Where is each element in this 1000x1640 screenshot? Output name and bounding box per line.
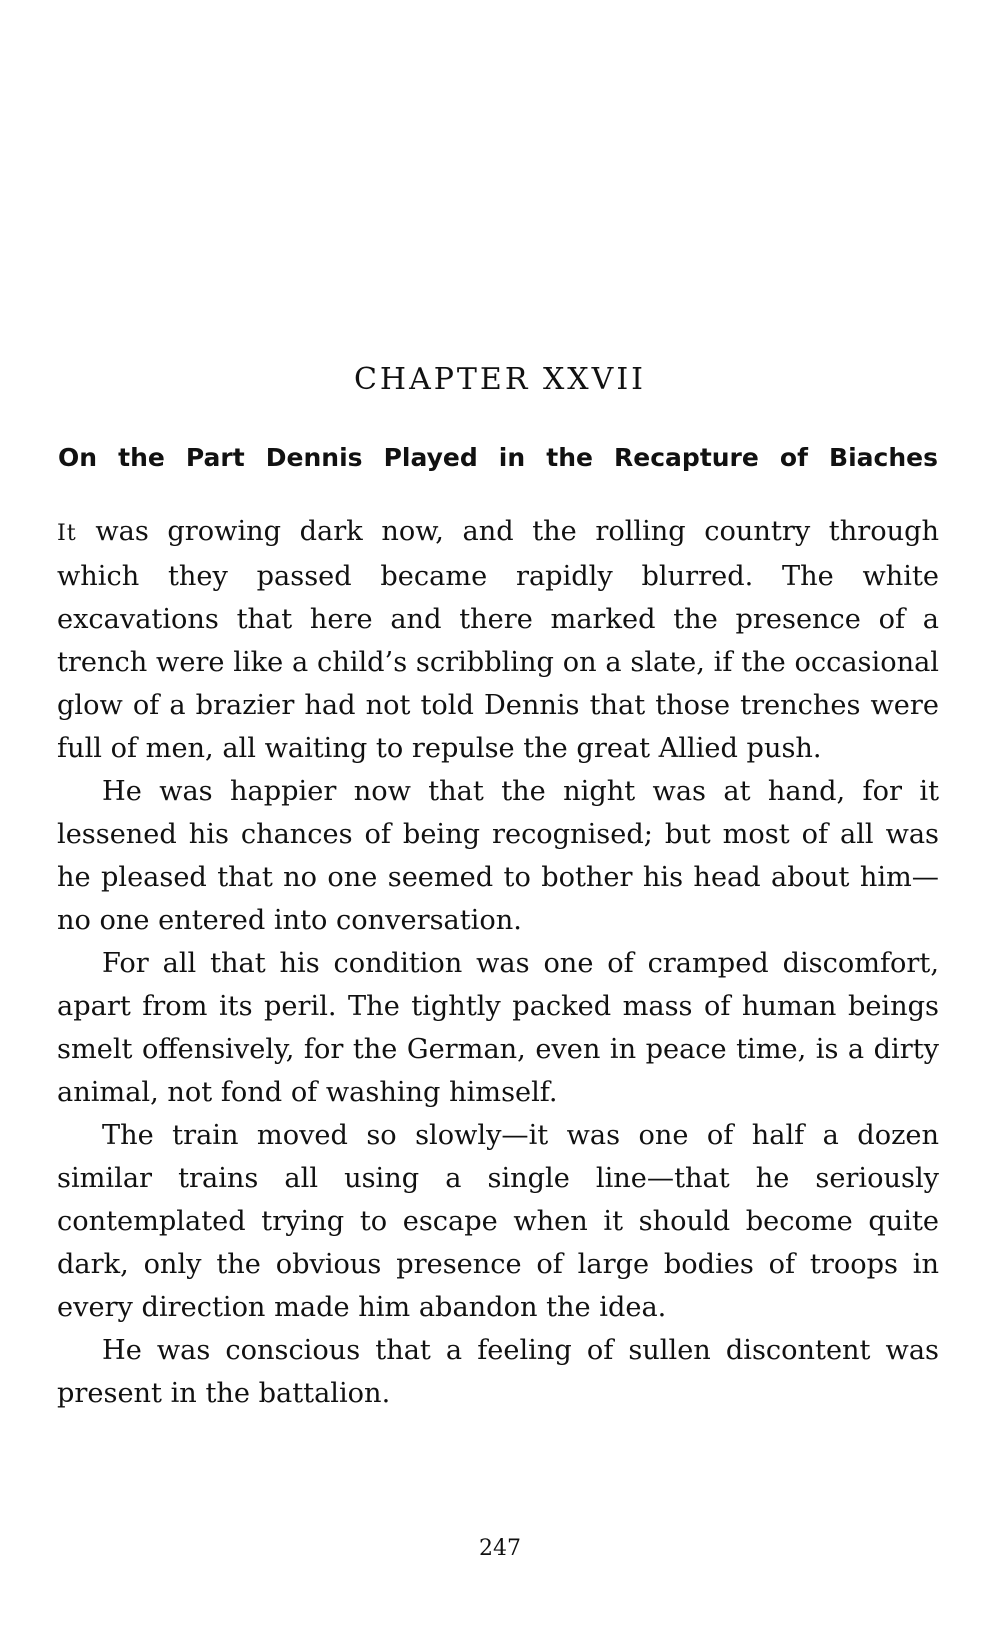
- page-number: 247: [479, 1536, 521, 1561]
- paragraph-5: He was conscious that a feeling of sullen discontent was present in the battalion.: [57, 1335, 939, 1409]
- paragraph-1-text: was growing dark now, and the rolling country through which they passed became rapidly blurred. The white excavations that here and there marked the presence of a trench were like a child’s scribbling on a slate, if the occasional glow of a brazier had not told Dennis that those trenches were full of men, all waiting to repulse the great Allied push.: [57, 516, 939, 764]
- chapter-title: On the Part Dennis Played in the Recapture of Biaches: [58, 443, 938, 472]
- chapter-body: [57, 510, 939, 1415]
- paragraph-3: For all that his condition was one of cramped discomfort, apart from its peril. The tightly packed mass of human beings smelt offensively, for the German, even in peace time, is a dirty animal, not fond of washing himself.: [57, 948, 939, 1108]
- drop-word: It: [57, 520, 77, 546]
- paragraph-1: [57, 510, 939, 770]
- paragraph-4: The train moved so slowly—it was one of half a dozen similar trains all using a single line—that he seriously contemplated trying to escape when it should become quite dark, only the obvious presence of large bodies of troops in every direction made him abandon the idea.: [57, 1120, 939, 1323]
- chapter-heading: CHAPTER XXVII: [353, 362, 647, 397]
- paragraph-2: He was happier now that the night was at hand, for it lessened his chances of being recognised; but most of all was he pleased that no one seemed to bother his head about him—no one entered into conversation.: [57, 776, 939, 936]
